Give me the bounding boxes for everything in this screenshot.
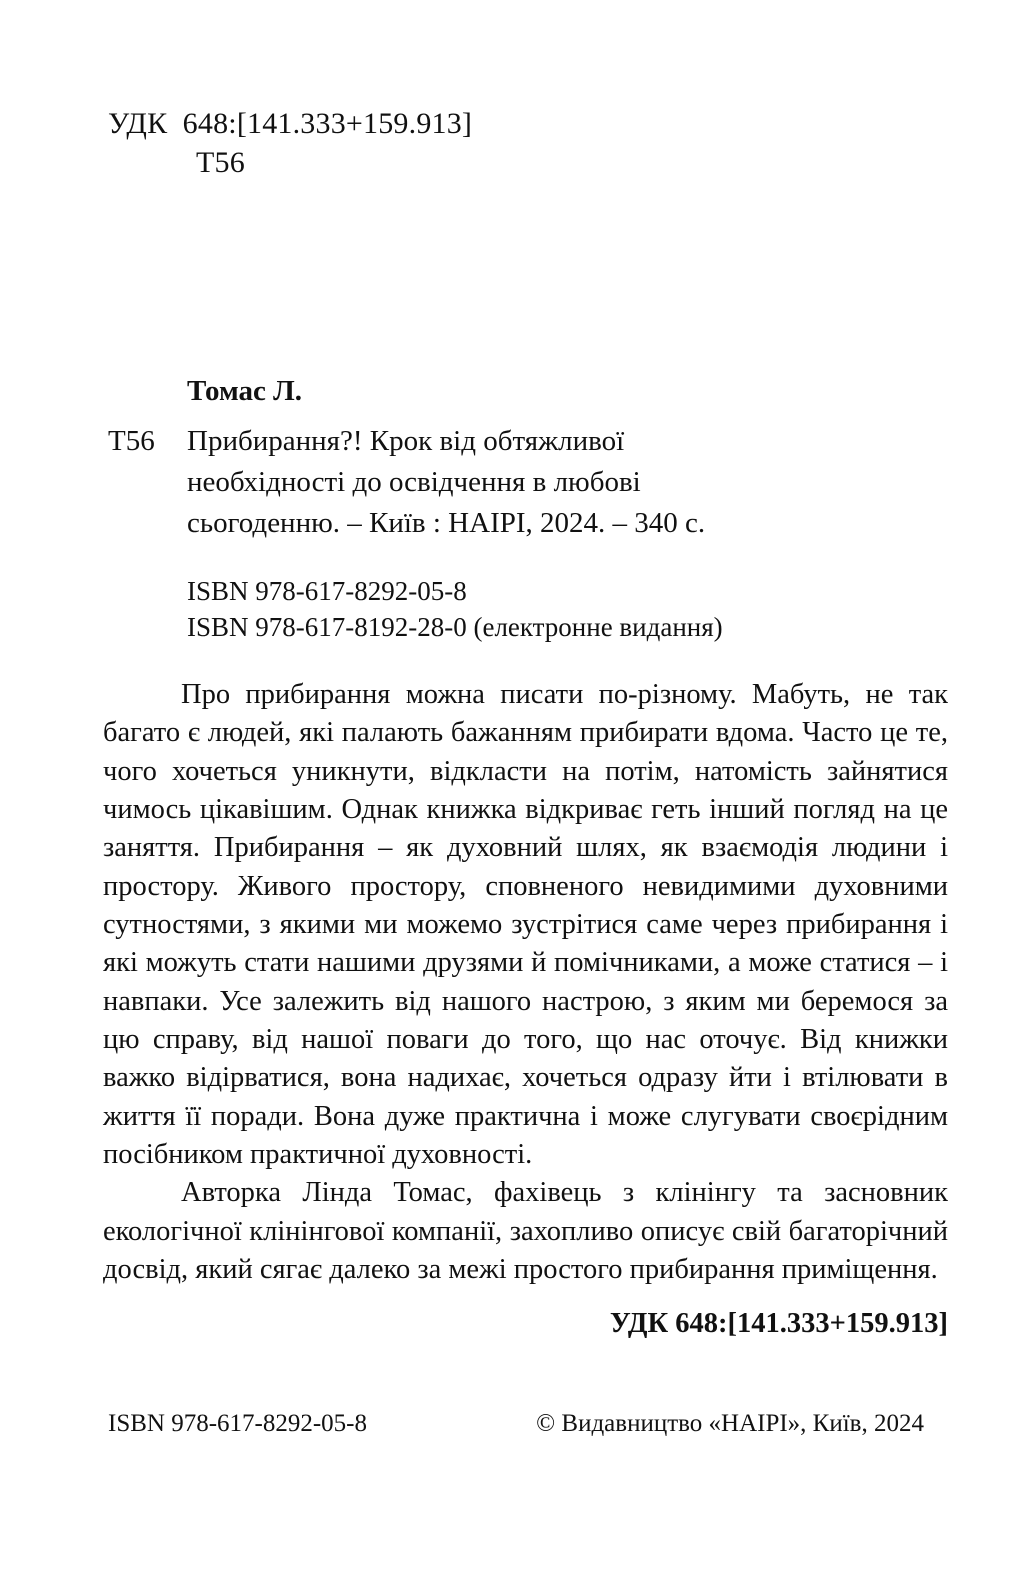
record-title-line-1: Прибирання?! Крок від обтяжливої bbox=[187, 425, 625, 458]
record-title-line-2: необхідності до освідчення в любові bbox=[187, 466, 641, 499]
bibliographic-record bbox=[108, 372, 953, 646]
record-sign: Т56 bbox=[108, 425, 155, 458]
page-footer bbox=[108, 1408, 946, 1441]
udc-author-sign: Т56 bbox=[196, 146, 245, 179]
isbn-print: ISBN 978-617-8292-05-8 bbox=[187, 575, 467, 606]
annotation-paragraph-1: Про прибирання можна писати по-різному. Мабуть, не так багато є людей, які палають бажанням прибирати вдома. Часто це те, чого хочеться уникнути, відкласти на потім, натомість зайнятися чимось цікавішим. Однак книжка відкриває геть інший погляд на це заняття. Прибирання – як духовний шлях, як взаємодія людини і простору. Живого простору, сповненого невидимими духовними сутностями, з якими ми можемо зустрітися саме через прибирання і які можуть стати нашими друзями й помічниками, а може статися – і навпаки. Усе залежить від нашого настрою, з яким ми беремося за цю справу, від нашої поваги до того, що нас оточує. Від книжки важко відірватися, вона надихає, хочеться одразу йти і втілювати в життя її поради. Вона дуже практична і може слугувати своєрідним посібником практичної духовності. bbox=[103, 679, 948, 1170]
record-title bbox=[187, 421, 953, 545]
record-author: Томас Л. bbox=[187, 375, 303, 407]
isbn-block bbox=[108, 573, 953, 646]
annotation-block bbox=[103, 676, 948, 1342]
isbn-electronic: ISBN 978-617-8192-28-0 (електронне видання) bbox=[187, 612, 723, 643]
record-title-line-3: сьогоденню. – Київ : НАІРІ, 2024. – 340 с. bbox=[187, 507, 706, 540]
udc-repeat: УДК 648:[141.333+159.913] bbox=[609, 1308, 948, 1340]
footer-copyright: © Видавництво «НАІРІ», Київ, 2024 bbox=[536, 1410, 924, 1437]
footer-isbn: ISBN 978-617-8292-05-8 bbox=[108, 1410, 368, 1437]
annotation-paragraph-2: Авторка Лінда Томас, фахівець з клінінгу та засновник екологічної клінінгової компанії, захопливо описує свій багаторічний досвід, який сягає далеко за межі простого прибирання приміщення. bbox=[103, 1177, 948, 1285]
udc-classification: УДК 648:[141.333+159.913] bbox=[108, 107, 473, 140]
record-entry bbox=[108, 421, 953, 545]
udc-header-block bbox=[108, 104, 808, 182]
